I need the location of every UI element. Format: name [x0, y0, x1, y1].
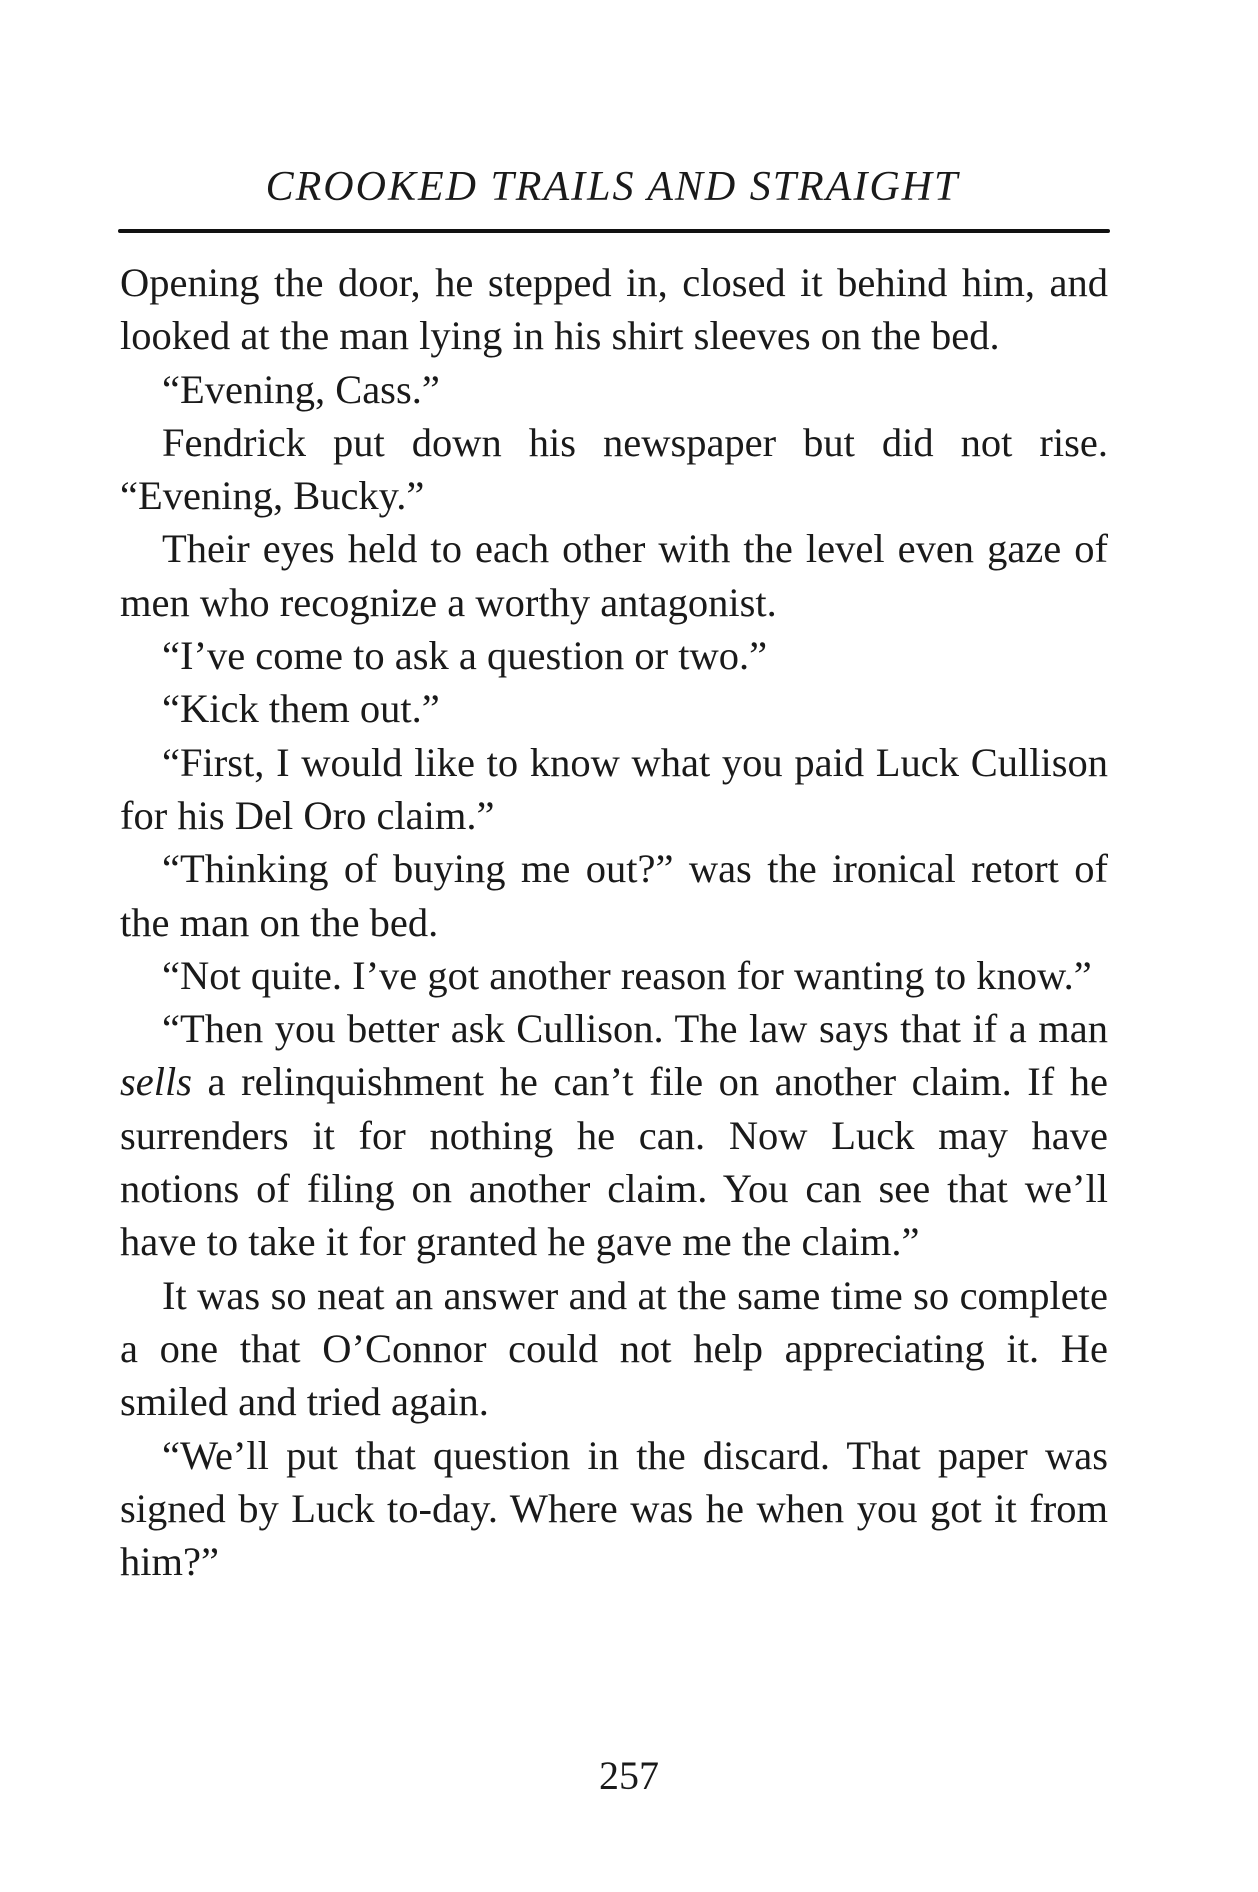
paragraph-12: “We’ll put that question in the discard. That paper was signed by Luck to-day. Where was he when you got it from him?”: [120, 1432, 1108, 1585]
paragraph-5: “I’ve come to ask a question or two.”: [162, 633, 768, 679]
paragraph-11: It was so neat an answer and at the same time so complete a one that O’Connor could not help appreciating it. He smiled and tried again.: [120, 1272, 1108, 1425]
paragraph-2: “Evening, Cass.”: [162, 366, 440, 412]
paragraph-10: [120, 1002, 1108, 1268]
paragraph-1: Opening the door, he stepped in, closed it behind him, and looked at the man lying in his shirt sleeves on the bed.: [120, 260, 1108, 359]
paragraph-6: “Kick them out.”: [162, 686, 440, 732]
paragraph-10-after: a relinquishment he can’t file on another claim. If he surrenders it for nothing he can. Now Luck may have notions of filing on another claim. You can see that we’ll have to take it for granted he gave me the claim.”: [120, 1059, 1108, 1265]
running-head: CROOKED TRAILS AND STRAIGHT: [265, 164, 960, 210]
paragraph-9: “Not quite. I’ve got another reason for wanting to know.”: [162, 952, 1092, 998]
paragraph-3: Fendrick put down his newspaper but did not rise. “Evening, Bucky.”: [120, 419, 1108, 519]
page-number: 257: [599, 1753, 659, 1798]
paragraph-7: “First, I would like to know what you paid Luck Cullison for his Del Oro claim.”: [120, 739, 1108, 838]
paragraph-10-before: “Then you better ask Cullison. The law says that if a man: [162, 1006, 1108, 1052]
emphasized-word: sells: [120, 1059, 193, 1105]
paragraph-8: “Thinking of buying me out?” was the ironical retort of the man on the bed.: [120, 846, 1108, 945]
header-rule: [118, 229, 1110, 233]
paragraph-4: Their eyes held to each other with the level even gaze of men who recognize a worthy antagonist.: [120, 526, 1108, 625]
body-text: [120, 256, 1108, 1588]
